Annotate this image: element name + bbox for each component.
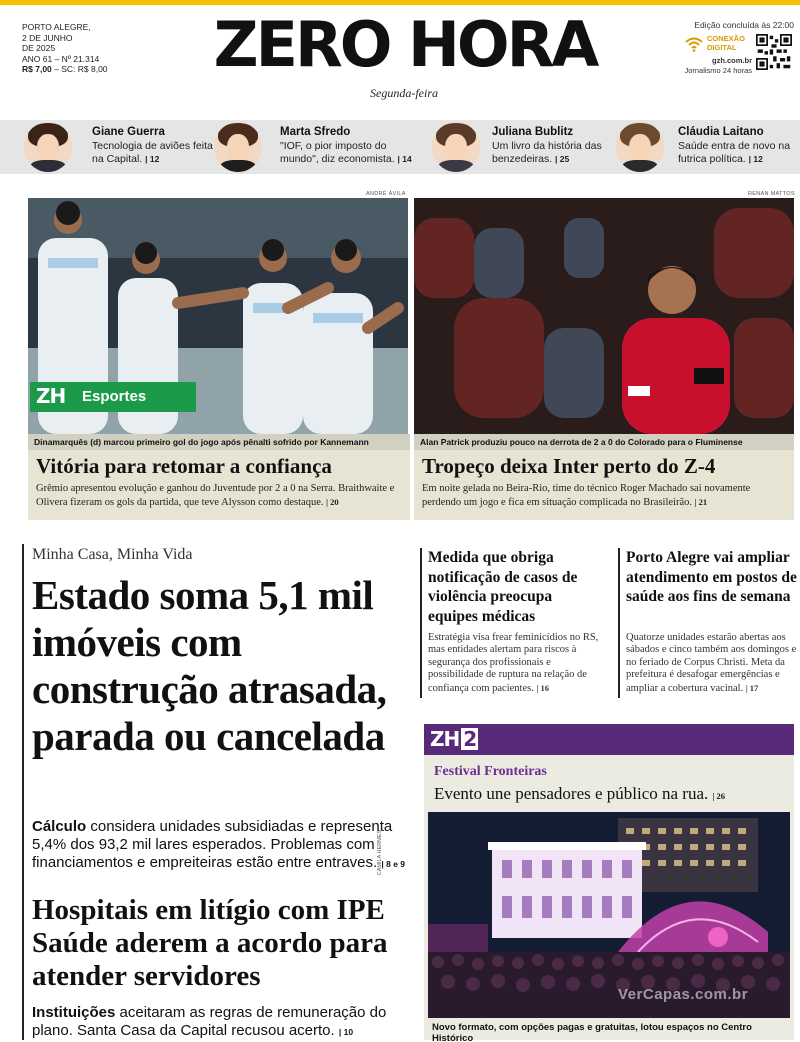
columnist-marta-sfredo[interactable] <box>214 120 420 174</box>
edition-date-line2: DE 2025 <box>22 43 56 53</box>
site-url[interactable]: gzh.com.br <box>711 56 752 65</box>
page-ref: | 26 <box>712 791 726 801</box>
page-ref: | 16 <box>536 682 549 693</box>
sports-captions-box <box>28 434 794 520</box>
watermark: VerCapas.com.br <box>618 986 749 1003</box>
columnist-name: Cláudia Laitano <box>678 126 764 138</box>
deck-text: aceitaram as regras de remuneração do plano. Santa Casa da Capital recusou acerto. <box>32 1004 387 1039</box>
columnist-juliana-bublitz[interactable] <box>432 120 612 174</box>
columnist-name: Marta Sfredo <box>280 126 351 138</box>
columnist-claudia-laitano[interactable] <box>616 120 796 174</box>
conexao-digital-label <box>707 35 745 52</box>
main-story-kicker: Minha Casa, Minha Vida <box>32 546 193 563</box>
columnist-photo <box>432 122 480 172</box>
wifi-icon <box>684 36 704 52</box>
columnist-photo <box>24 122 72 172</box>
edition-date-line1: 2 DE JUNHO <box>22 32 73 43</box>
page-ref: | 10 <box>338 1027 354 1037</box>
main-story <box>22 544 414 1040</box>
side-story-text: Quatorze unidades estarão abertas aos sábados e cinco também aos domingos e no feriado de Corpus Christi. Meta da prefeitura é desafogar emergências e ampliar a cobertura vacinal. | 17 <box>626 632 797 694</box>
edition-price-line <box>22 64 142 75</box>
newspaper-logo[interactable]: ZERO HORA <box>213 8 597 81</box>
side-story-headline[interactable]: Porto Alegre vai ampliar atendimento em postos de saúde aos fins de semana <box>626 549 797 605</box>
inter-player-photo[interactable] <box>414 198 794 434</box>
zh2-kicker: Festival Fronteiras <box>434 764 547 779</box>
columnist-name: Juliana Bublitz <box>492 126 574 138</box>
edition-price-sc: – SC: R$ 8,00 <box>51 64 108 74</box>
closing-time: Edição concluída às 22:00 <box>694 20 794 30</box>
columnist-photo <box>214 122 262 172</box>
page-ref: | 20 <box>326 496 339 507</box>
deck-lead: Cálculo <box>32 818 87 835</box>
photo-credit-left: ANDRÉ ÁVILA <box>366 191 406 197</box>
edition-price: R$ 7,00 <box>22 64 52 74</box>
sports-section-tag[interactable] <box>30 382 196 412</box>
zh2-logo[interactable]: ZH 2 <box>430 727 477 751</box>
columnists-strip <box>0 120 800 174</box>
inter-headline[interactable]: Tropeço deixa Inter perto do Z-4 <box>422 454 716 478</box>
columnist-teaser: Tecnologia de aviões feita na Capital. | 12 <box>92 140 213 165</box>
zh2-header <box>424 724 794 755</box>
hospitals-headline[interactable]: Hospitais em litígio com IPE Saúde aderem a acordo para atender servidores <box>32 894 388 992</box>
columnist-teaser: Um livro da história das benzedeiras. | 25 <box>492 140 602 165</box>
weekday: Segunda-feira <box>370 86 438 100</box>
edition-city: PORTO ALEGRE, <box>22 22 91 32</box>
side-story-health-posts <box>618 548 796 698</box>
page-ref: | 12 <box>748 153 763 164</box>
page-ref: | 12 <box>145 153 160 164</box>
top-accent-rule <box>0 0 800 5</box>
hospitals-deck <box>32 1004 414 1041</box>
side-story-headline[interactable]: Medida que obriga notificação de casos de violência preocupa equipes médicas <box>428 549 578 625</box>
column-divider <box>410 434 414 520</box>
deck-text: considera unidades subsidiadas e representa 5,4% dos 93,2 mil lares esperados. Problemas com financiamentos e empreiteiras estão entre entraves. <box>32 818 393 871</box>
side-story-text: Estratégia visa frear feminicídios no RS, mas entidades alertam para riscos à segurança dos profissionais e possibilidade de ruptura na relação de confiança com pacientes. | 16 <box>428 632 599 694</box>
zh2-headline[interactable]: Evento une pensadores e público na rua. | 26 <box>434 784 726 803</box>
gremio-summary: Grêmio apresentou evolução e ganhou do Juventude por 2 a 0 na Serra. Braithwaite e Olivera fizeram os gols da partida, que teve Alysson como destaque. | 20 <box>36 483 395 508</box>
photo-caption-left: Dinamarquês (d) marcou primeiro gol do jogo após pênalti sofrido por Kannemann <box>28 434 410 450</box>
conexao-line2: DIGITAL <box>707 42 737 52</box>
main-story-headline[interactable]: Estado soma 5,1 mil imóveis com construção atrasada, parada ou cancelada <box>32 572 387 759</box>
qr-code-icon[interactable] <box>756 34 792 70</box>
page-ref: | 25 <box>555 153 570 164</box>
tagline: Jornalismo 24 horas <box>684 66 752 75</box>
zh-logo: ZH <box>36 384 66 408</box>
photo-caption-right: Alan Patrick produziu pouco na derrota de 2 a 0 do Colorado para o Fluminense <box>414 434 794 450</box>
page-ref: | 14 <box>397 153 412 164</box>
photo-credit-right: RENAN MATTOS <box>748 191 795 197</box>
sports-section-label: Esportes <box>82 388 147 405</box>
page-ref: | 8 e 9 <box>381 859 406 869</box>
columnist-photo <box>616 122 664 172</box>
edition-issue: ANO 61 – Nº 21.314 <box>22 53 100 64</box>
deck-lead: Instituições <box>32 1004 116 1021</box>
columnist-giane-guerra[interactable] <box>24 120 214 174</box>
gremio-headline[interactable]: Vitória para retomar a confiança <box>36 454 332 478</box>
columnist-name: Giane Guerra <box>92 126 165 138</box>
conexao-line1: CONEXÃO <box>707 34 745 43</box>
edition-info <box>22 22 142 75</box>
festival-photo-caption: Novo formato, com opções pagas e gratuitas, lotou espaços no Centro Histórico <box>432 1022 752 1042</box>
main-story-deck <box>32 818 414 876</box>
photo-credit-festival: CAMILA HERMES <box>377 830 383 876</box>
columnist-teaser: "IOF, o pior imposto do mundo", diz economista. | 14 <box>280 140 412 165</box>
columnist-teaser: Saúde entra de novo na futrica política. | 12 <box>678 140 791 165</box>
inter-summary: Em noite gelada no Beira-Rio, time do técnico Roger Machado sai novamente perdendo um jogo e fica em situação complicada no Brasileirão. | 21 <box>422 483 751 508</box>
side-story-violence <box>420 548 598 698</box>
page-ref: | 17 <box>745 682 759 693</box>
page-ref: | 21 <box>694 496 708 507</box>
